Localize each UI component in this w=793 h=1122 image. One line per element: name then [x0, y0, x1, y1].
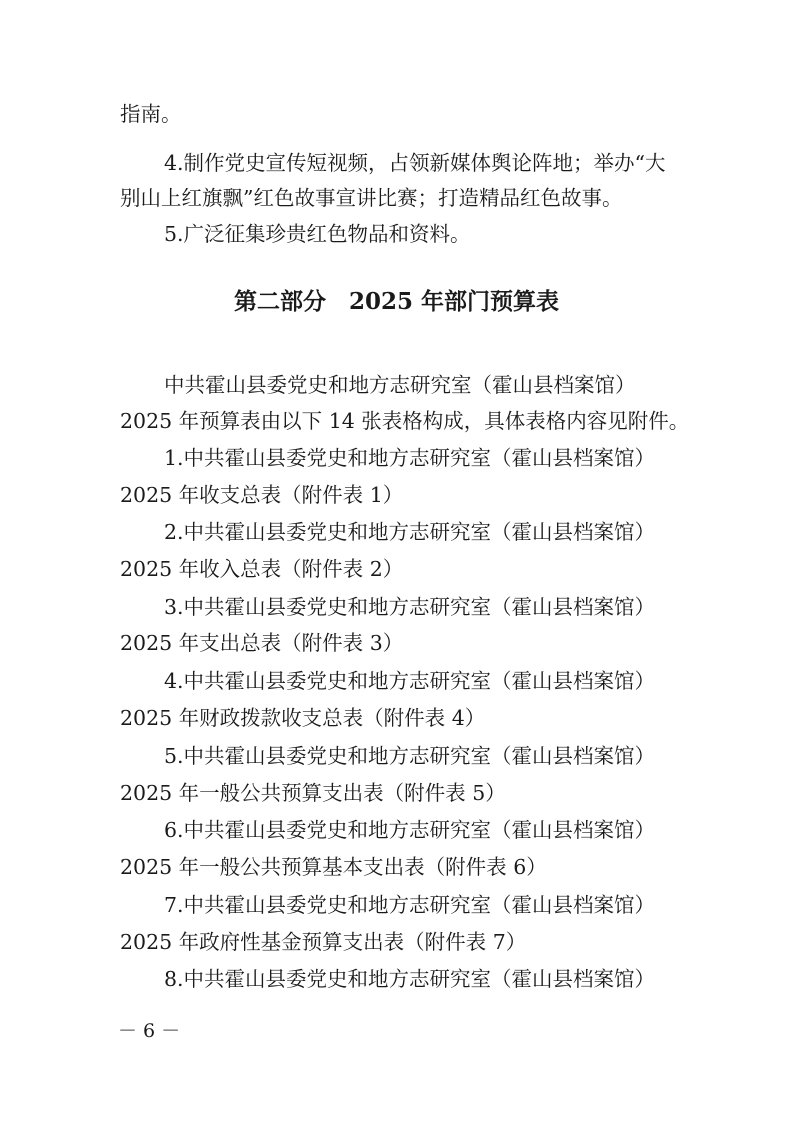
- list-item-line: 2.中共霍山县委党史和地方志研究室（霍山县档案馆）: [164, 520, 656, 544]
- list-item-line: 2025 年一般公共预算基本支出表（附件表 6）: [120, 855, 547, 879]
- intro-line: 2025 年预算表由以下 14 张表格构成，具体表格内容见附件。: [120, 409, 690, 433]
- list-item-line: 2025 年一般公共预算支出表（附件表 5）: [120, 781, 506, 805]
- paragraph-line: 指南。: [120, 102, 182, 126]
- list-item-line: 1.中共霍山县委党史和地方志研究室（霍山县档案馆）: [164, 446, 656, 470]
- list-item-line: 4.中共霍山县委党史和地方志研究室（霍山县档案馆）: [164, 669, 656, 693]
- page-number: － 6 －: [118, 1020, 181, 1042]
- paragraph-line: 5.广泛征集珍贵红色物品和资料。: [164, 222, 471, 246]
- list-item-line: 2025 年收入总表（附件表 2）: [120, 557, 404, 581]
- paragraph-line: 别山上红旗飘”红色故事宣讲比赛；打造精品红色故事。: [120, 186, 623, 210]
- list-item-line: 2025 年收支总表（附件表 1）: [120, 483, 404, 507]
- list-item-line: 5.中共霍山县委党史和地方志研究室（霍山县档案馆）: [164, 744, 656, 768]
- list-item-line: 8.中共霍山县委党史和地方志研究室（霍山县档案馆）: [164, 967, 656, 991]
- list-item-line: 7.中共霍山县委党史和地方志研究室（霍山县档案馆）: [164, 893, 656, 917]
- section-title: 第二部分 2025 年部门预算表: [233, 288, 560, 315]
- list-item-line: 2025 年支出总表（附件表 3）: [120, 631, 404, 655]
- paragraph-line: 4.制作党史宣传短视频，占领新媒体舆论阵地；举办“大: [164, 151, 666, 175]
- list-item-line: 6.中共霍山县委党史和地方志研究室（霍山县档案馆）: [164, 818, 656, 842]
- list-item-line: 2025 年政府性基金预算支出表（附件表 7）: [120, 930, 527, 954]
- intro-line: 中共霍山县委党史和地方志研究室（霍山县档案馆）: [164, 373, 636, 397]
- list-item-line: 2025 年财政拨款收支总表（附件表 4）: [120, 706, 486, 730]
- list-item-line: 3.中共霍山县委党史和地方志研究室（霍山县档案馆）: [164, 595, 656, 619]
